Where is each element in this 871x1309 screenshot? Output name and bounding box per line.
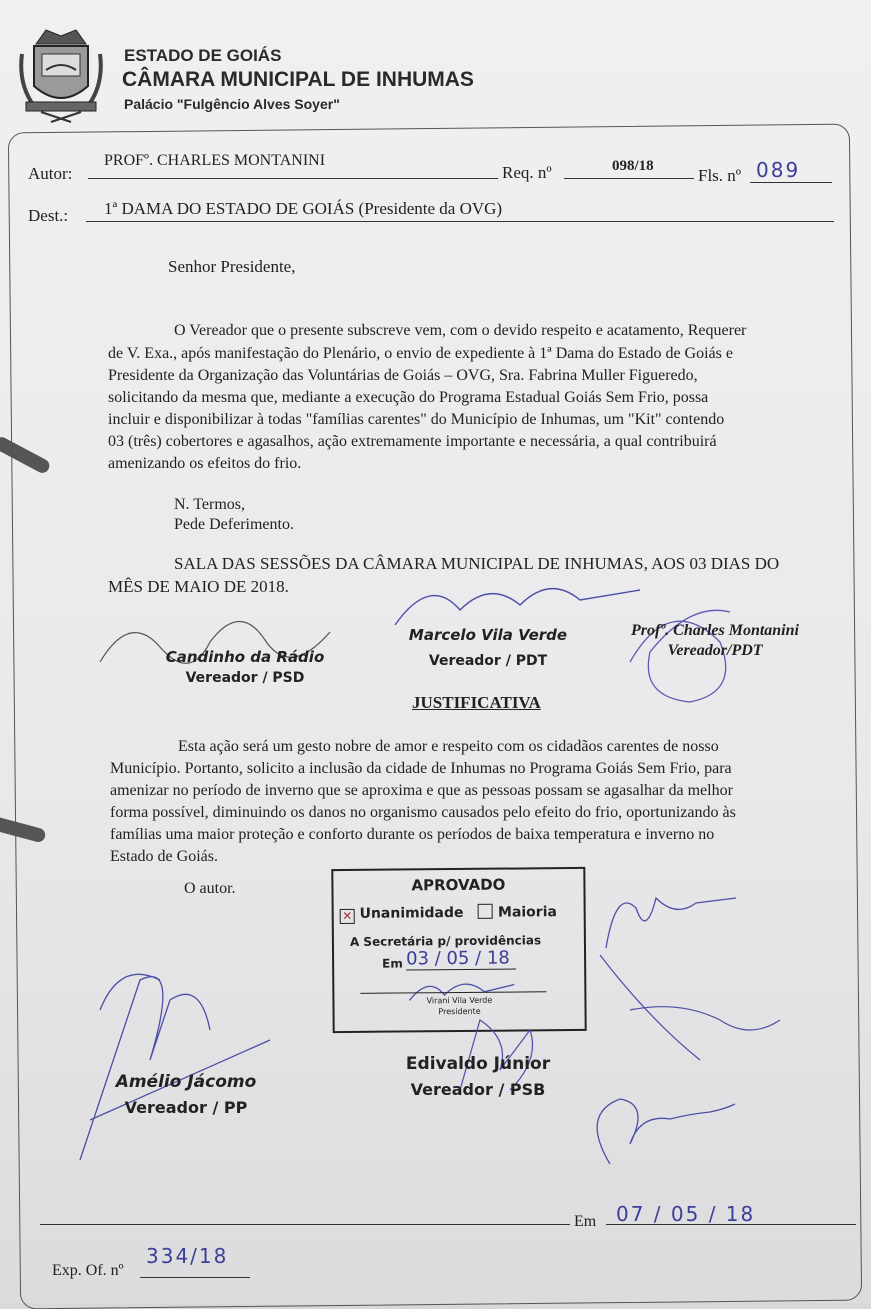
justification-line-3: amenizar no período de inverno que se aproxima e que as pessoas possam se agasalhar da melhor bbox=[110, 782, 733, 799]
session-line-1: SALA DAS SESSÕES DA CÂMARA MUNICIPAL DE INHUMAS, AOS 03 DIAS DO bbox=[174, 554, 780, 573]
stamp-signer: Virani Vila Verde bbox=[426, 995, 493, 1006]
footer-rule bbox=[40, 1224, 570, 1225]
exp-line bbox=[140, 1277, 250, 1278]
req-label: Req. nº bbox=[502, 163, 552, 182]
signer-1-role: Vereador / PSD bbox=[185, 670, 305, 686]
footer-em-date: 07 / 05 / 18 bbox=[616, 1202, 756, 1226]
signer-3-role: Vereador/PDT bbox=[667, 642, 763, 659]
request-line-1: O Vereador que o presente subscreve vem, com o devido respeito e acatamento, Requerer bbox=[174, 322, 747, 339]
author-label: Autor: bbox=[28, 164, 73, 183]
session-line-2: MÊS DE MAIO DE 2018. bbox=[108, 577, 289, 596]
dest-label: Dest.: bbox=[28, 206, 69, 225]
justification-line-6: Estado de Goiás. bbox=[110, 848, 218, 865]
unanimity-checkbox: ✕ bbox=[340, 909, 355, 924]
salutation: Senhor Presidente, bbox=[168, 257, 296, 276]
request-line-4: solicitando da mesma que, mediante a execução do Programa Estadual Goiás Sem Frio, possa bbox=[108, 389, 709, 406]
chamber-heading: CÂMARA MUNICIPAL DE INHUMAS bbox=[122, 68, 474, 91]
signature-scribble-right-2 bbox=[590, 950, 790, 1070]
signer-3-name: Profº. Charles Montanini bbox=[631, 622, 799, 639]
fls-value: 089 bbox=[756, 158, 801, 182]
exp-value: 334/18 bbox=[146, 1244, 229, 1268]
justification-line-5: famílias uma maior proteção e conforto durante os períodos de baixa temperatura e inverno no bbox=[110, 826, 715, 843]
fls-line bbox=[750, 182, 832, 183]
request-line-7: amenizando os efeitos do frio. bbox=[108, 455, 302, 472]
signer-2-name: Marcelo Vila Verde bbox=[408, 626, 568, 644]
req-line bbox=[564, 178, 694, 179]
req-value: 098/18 bbox=[612, 158, 654, 174]
state-heading: ESTADO DE GOIÁS bbox=[124, 46, 282, 65]
author-value: PROFº. CHARLES MONTANINI bbox=[104, 152, 326, 169]
signer-4-name: Amélio Jácomo bbox=[115, 1072, 257, 1092]
stamp-em-label: Em bbox=[382, 956, 403, 971]
signer-1-name: Candinho da Rádio bbox=[165, 648, 325, 666]
justification-line-4: forma possível, diminuindo os danos no organismo causados pelo efeito do frio, oportunizando às bbox=[110, 804, 736, 821]
exp-label: Exp. Of. nº bbox=[52, 1262, 124, 1279]
majority-checkbox bbox=[478, 904, 493, 919]
justification-line-1: Esta ação será um gesto nobre de amor e respeito com os cidadãos carentes de nosso bbox=[178, 738, 719, 755]
request-line-6: 03 (três) cobertores e agasalhos, ação extremamente importante e necessária, a qual contribuirá bbox=[108, 433, 717, 450]
stamp-signer-role: Presidente bbox=[438, 1006, 481, 1017]
justification-title: JUSTIFICATIVA bbox=[412, 693, 541, 712]
request-line-5: incluir e disponibilizar à todas "famílias carentes" do Município de Inhumas, um "Kit" contendo bbox=[108, 411, 725, 428]
signature-scribble-candinho bbox=[90, 592, 350, 682]
author-signoff: O autor. bbox=[184, 880, 236, 897]
municipal-crest-logo bbox=[16, 24, 106, 124]
request-line-2: de V. Exa., após manifestação do Plenário, o envio de expediente à 1ª Dama do Estado de Goiás e bbox=[108, 345, 733, 362]
dest-line bbox=[86, 221, 834, 222]
dest-value: 1ª DAMA DO ESTADO DE GOIÁS (Presidente da OVG) bbox=[104, 199, 503, 218]
request-line-3: Presidente da Organização das Voluntárias de Goiás – OVG, Sra. Fabrina Muller Figueredo, bbox=[108, 367, 698, 384]
signer-2-role: Vereador / PDT bbox=[428, 653, 548, 669]
signer-4-role: Vereador / PP bbox=[124, 1098, 248, 1117]
unanimity-label: Unanimidade bbox=[359, 904, 464, 922]
author-line bbox=[88, 178, 498, 179]
stamp-secretary: A Secretária p/ providências bbox=[349, 933, 542, 949]
signature-scribble-right-1 bbox=[596, 878, 746, 958]
signer-5-name: Edivaldo Júnior bbox=[405, 1054, 551, 1074]
closing-request: Pede Deferimento. bbox=[174, 516, 294, 533]
stamp-title: APROVADO bbox=[411, 875, 506, 895]
stamp-options bbox=[340, 903, 557, 924]
fls-label: Fls. nº bbox=[698, 166, 742, 185]
majority-label: Maioria bbox=[497, 904, 557, 921]
justification-line-2: Município. Portanto, solicito a inclusão da cidade de Inhumas no Programa Goiás Sem Frio, para bbox=[110, 760, 732, 777]
signature-scribble-ferreira bbox=[580, 1084, 740, 1174]
signer-5-role: Vereador / PSB bbox=[410, 1080, 546, 1099]
palace-heading: Palácio "Fulgêncio Alves Soyer" bbox=[124, 96, 340, 112]
stamp-date: 03 / 05 / 18 bbox=[406, 948, 516, 971]
closing-terms: N. Termos, bbox=[174, 496, 246, 513]
footer-em-label: Em bbox=[574, 1213, 597, 1230]
approval-stamp bbox=[331, 867, 586, 1033]
signature-scribble-amelio bbox=[60, 940, 320, 1170]
